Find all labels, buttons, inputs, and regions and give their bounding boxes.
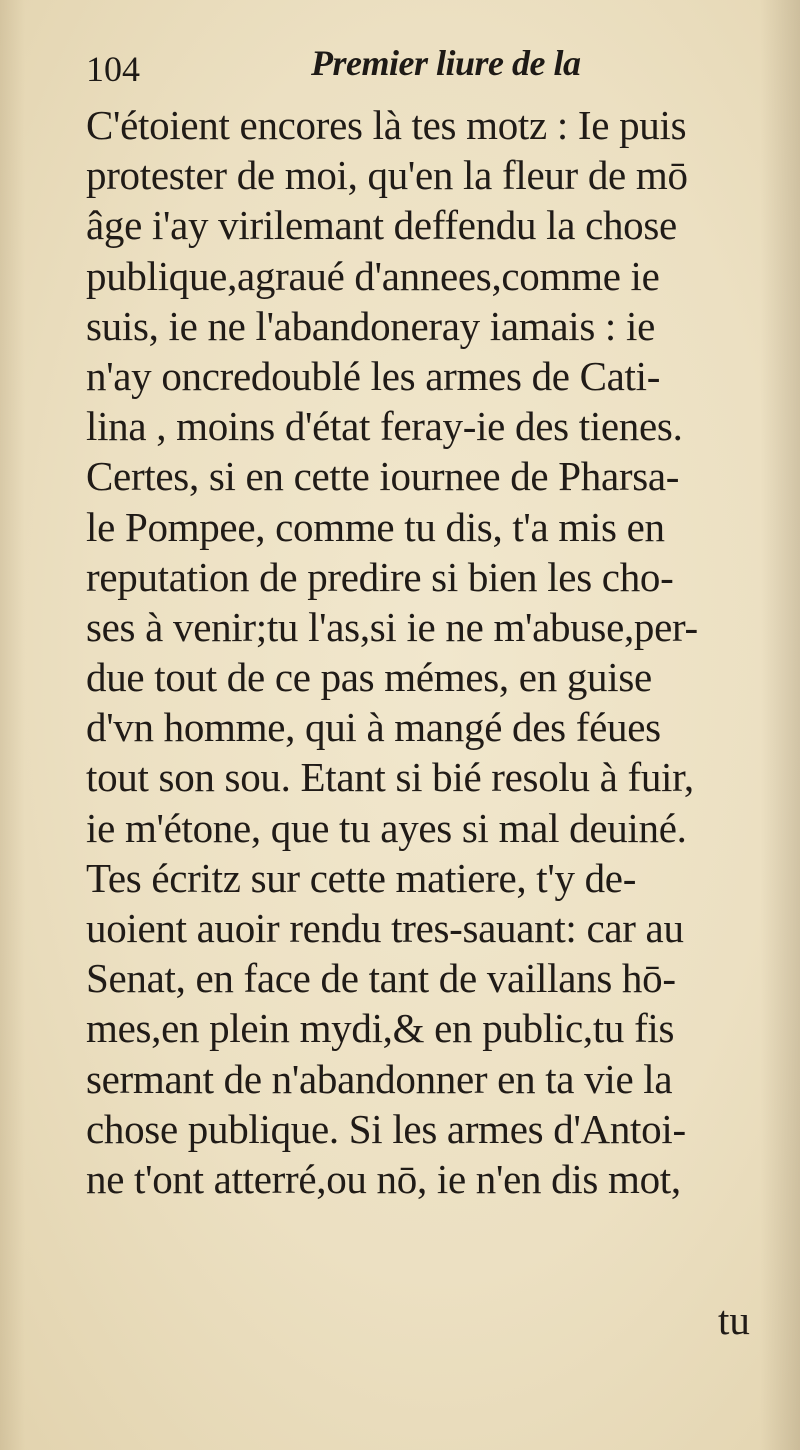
text-line: le Pompee, comme tu dis, t'a mis en xyxy=(86,503,665,550)
page-header xyxy=(86,42,726,102)
text-line: Senat, en face de tant de vaillans hō- xyxy=(86,955,676,1002)
text-line: âge i'ay virilemant deffendu la chose xyxy=(86,202,677,249)
text-line: publique,agraué d'annees,comme ie xyxy=(86,252,660,299)
text-line: ne t'ont atterré,ou nō, ie n'en dis mot, xyxy=(86,1155,681,1202)
body-text xyxy=(86,100,776,1204)
text-line: n'ay oncredoublé les armes de Cati- xyxy=(86,352,661,399)
text-line: lina , moins d'état feray-ie des tienes. xyxy=(86,403,683,450)
text-line: ses à venir;tu l'as,si ie ne m'abuse,per- xyxy=(86,603,698,650)
text-line: C'étoient encores là tes motz : Ie puis xyxy=(86,102,687,148)
text-line: Certes, si en cette iournee de Pharsa- xyxy=(86,453,680,500)
catchword: tu xyxy=(718,1297,750,1343)
page-number: 104 xyxy=(86,49,140,89)
text-line: ie m'étone, que tu ayes si mal deuiné. xyxy=(86,804,687,851)
text-line: suis, ie ne l'abandoneray iamais : ie xyxy=(86,302,655,349)
text-line: protester de moi, qu'en la fleur de mō xyxy=(86,152,688,199)
text-line: tout son sou. Etant si bié resolu à fuir, xyxy=(86,754,694,801)
text-line: d'vn homme, qui à mangé des féues xyxy=(86,704,661,751)
text-line: uoient auoir rendu tres-sauant: car au xyxy=(86,905,684,951)
text-line: Tes écritz sur cette matiere, t'y de- xyxy=(86,854,637,901)
text-line: due tout de ce pas mémes, en guise xyxy=(86,654,652,701)
text-line: reputation de predire si bien les cho- xyxy=(86,553,674,600)
running-head: Premier liure de la xyxy=(311,43,581,83)
text-line: mes,en plein mydi,& en public,tu fis xyxy=(86,1005,675,1052)
text-line: sermant de n'abandonner en ta vie la xyxy=(86,1055,673,1102)
text-line: chose publique. Si les armes d'Antoi- xyxy=(86,1105,686,1152)
